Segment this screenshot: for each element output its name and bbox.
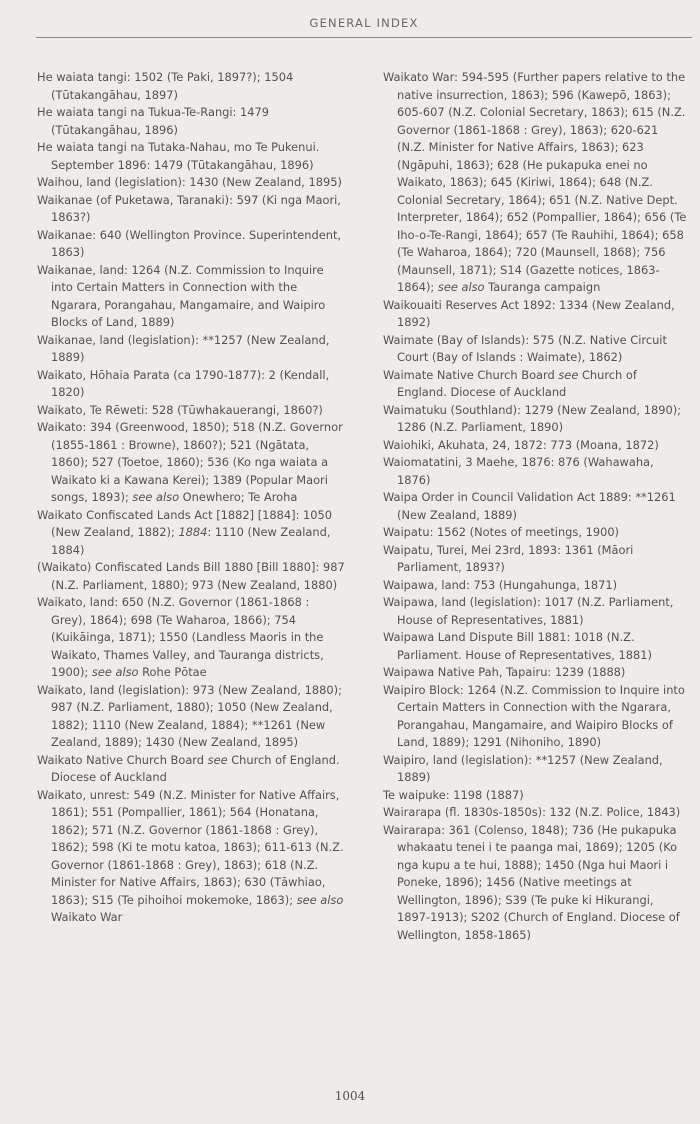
entry-text: Waipatu, Turei, Mei 23rd, 1893: 1361 (Māori Parliament, 1893?) [383,542,634,574]
cross-reference-term: see also [91,665,139,679]
index-entry [37,559,347,594]
entry-text: Waipawa, land (legislation): 1017 (N.Z. Parliament, House of Representatives, 1881) [383,595,674,627]
entry-text: Waikato Native Church Board [37,752,208,767]
cross-reference-term: see also [132,490,180,504]
entry-text: Waikato, land (legislation): 973 (New Zealand, 1880); 987 (N.Z. Parliament, 1880); 1050 (New Zealand, 1882); 1110 (New Zealand, 1884); **1261 (New Zealand, 1889); 1430 (New Zealand, 1895) [37,682,342,749]
index-entry [383,664,688,682]
entry-text: Waikato, unrest: 549 (N.Z. Minister for Native Affairs, 1861); 551 (Pompallier, 1861); 564 (Honatana, 1862); 571 (N.Z. Governor (1861-1868 : Grey), 1862); 598 (Ki te motu katoa, 1863); 611-613 (N.Z. Governor (1861-1868 : Grey), 1863); 618 (N.Z. Minister for Native Affairs, 1863); 630 (Tāwhiao, 1863); S15 (Te pihoihoi mokemoke, 1863); [37,787,344,907]
index-entry [37,139,347,174]
entry-text: Waipawa, land: 753 (Hungahunga, 1871) [383,577,618,592]
index-entry [383,682,688,752]
entry-text: (Waikato) Confiscated Lands Bill 1880 [Bill 1880]: 987 (N.Z. Parliament, 1880); 973 (New Zealand, 1880) [37,560,345,592]
entry-text: Waihou, land (legislation): 1430 (New Zealand, 1895) [37,175,342,189]
entry-text: Waipatu: 1562 (Notes of meetings, 1900) [383,525,620,539]
index-entry [37,262,347,332]
entry-text: Waikato, land: 650 (N.Z. Governor (1861-1868 : Grey), 1864); 698 (Te Waharoa, 1866); 754 (Kuikāinga, 1871); 1550 (Landless Maoris in the Waikato, Thames Valley, and Tauranga districts, 1900); [37,595,324,679]
index-entry [383,297,688,332]
index-entry [383,402,688,437]
index-entry [37,682,347,752]
entry-text: Waikato, Hōhaia Parata (ca 1790-1877): 2 (Kendall, 1820) [37,367,330,399]
index-column-right [383,69,688,944]
cross-reference-term: 1884 [178,525,208,539]
entry-text: Waipawa Native Pah, Tapairu: 1239 (1888) [383,665,626,679]
entry-text: Church of England. Diocese of Auckland [51,752,340,784]
entry-text: He waiata tangi na Tutaka-Nahau, mo Te Pukenui. September 1896: 1479 (Tūtakangāhau, 1896) [37,140,320,172]
index-entry [37,402,347,420]
entry-text: Waikato, Te Rēweti: 528 (Tūwhakauerangi, 1860?) [37,402,323,417]
entry-text: Te waipuke: 1198 (1887) [383,787,524,802]
index-entry [383,594,688,629]
entry-text: Waimate (Bay of Islands): 575 (N.Z. Native Circuit Court (Bay of Islands : Waimate), 1862) [383,332,667,364]
entry-text: Onewhero; Te Aroha [179,490,298,504]
index-entry [383,437,688,455]
entry-text: Waipawa Land Dispute Bill 1881: 1018 (N.Z. Parliament. House of Representatives, 1881) [383,630,652,662]
entry-text: Church of England. Diocese of Auckland [397,367,637,399]
index-entry [383,69,688,297]
index-entry [383,752,688,787]
entry-text: Rohe Pōtae [138,665,207,679]
entry-text: Waikouaiti Reserves Act 1892: 1334 (New Zealand, 1892) [383,297,675,329]
index-entry [37,787,347,927]
entry-text: He waiata tangi: 1502 (Te Paki, 1897?); 1504 (Tūtakangāhau, 1897) [37,70,294,102]
page-number: 1004 [334,1089,366,1103]
index-entry [37,227,347,262]
index-entry [383,489,688,524]
entry-text: : 1110 (New Zealand, 1884) [51,525,331,557]
index-entry [37,752,347,787]
index-entry [383,524,688,542]
index-entry [37,419,347,507]
index-entry [383,629,688,664]
entry-text: Waikato: 394 (Greenwood, 1850); 518 (N.Z. Governor (1855-1861 : Browne), 1860?); 521 (Ngātata, 1860); 527 (Toetoe, 1860); 536 (Ko nga waiata a Waikato ki a Kawana Kerei); 1389 (Popular Maori songs, 1893); [37,420,343,504]
entry-text: Waiomatatini, 3 Maehe, 1876: 876 (Wahawaha, 1876) [383,455,654,487]
cross-reference-term: see also [296,892,344,907]
index-entry [383,454,688,489]
entry-text: Waiohiki, Akuhata, 24, 1872: 773 (Moana, 1872) [383,437,659,452]
index-entry [37,367,347,402]
index-entry [383,804,688,822]
index-entry [383,787,688,805]
index-entry [37,192,347,227]
entry-text: Waimatuku (Southland): 1279 (New Zealand, 1890); 1286 (N.Z. Parliament, 1890) [383,402,681,434]
index-entry [383,577,688,595]
index-entry [37,332,347,367]
entry-text: Waikanae, land (legislation): **1257 (New Zealand, 1889) [37,332,330,364]
cross-reference-term: see also [437,280,485,294]
entry-text: Waikato War [51,910,123,924]
entry-text: Waipiro, land (legislation): **1257 (New Zealand, 1889) [383,752,663,784]
entry-text: Tauranga campaign [484,280,601,294]
entry-text: Waipiro Block: 1264 (N.Z. Commission to Inquire into Certain Matters in Connection with the Ngarara, Porangahau, Mangamaire, and Waipiro Blocks of Land, 1889); 1291 (Nihoniho, 1890) [383,682,685,749]
entry-text: He waiata tangi na Tukua-Te-Rangi: 1479 (Tūtakangāhau, 1896) [37,105,270,137]
entry-text: Waikanae (of Puketawa, Taranaki): 597 (Ki nga Maori, 1863?) [37,192,341,224]
header-rule [36,37,692,38]
entry-text: Waikanae, land: 1264 (N.Z. Commission to Inquire into Certain Matters in Connection with the Ngarara, Porangahau, Mangamaire, and Waipiro Blocks of Land, 1889) [37,262,326,329]
index-entry [37,174,347,192]
index-column-left [37,69,347,927]
entry-text: Waipa Order in Council Validation Act 1889: **1261 (New Zealand, 1889) [383,490,676,522]
index-entry [383,542,688,577]
cross-reference-term: see [558,367,579,382]
entry-text: Waikato War: 594-595 (Further papers relative to the native insurrection, 1863); 596 (Kawepō, 1863); 605-607 (N.Z. Colonial Secretary, 1863); 615 (N.Z. Governor (1861-1868 : Grey), 1863); 620-621 (N.Z. Minister for Native Affairs, 1863); 623 (Ngāpuhi, 1863); 628 (He pukapuka enei no Waikato, 1863); 645 (Kiriwi, 1864); 648 (N.Z. Colonial Secretary, 1864); 651 (N.Z. Native Dept. Interpreter, 1864); 652 (Pompallier, 1864); 656 (Te Iho-o-Te-Rangi, 1864); 657 (Te Rauhihi, 1864); 658 (Te Waharoa, 1864); 720 (Maunsell, 1868); 756 (Maunsell, 1871); S14 (Gazette notices, 1863-1864); [383,70,687,294]
running-header: GENERAL INDEX [309,16,419,30]
index-entry [37,69,347,104]
index-entry [383,367,688,402]
entry-text: Wairarapa: 361 (Colenso, 1848); 736 (He pukapuka whakaatu tenei i te paanga mai, 1869); 1205 (Ko nga kupu a te hui, 1888); 1450 (Nga hui Maori i Poneke, 1896); 1456 (Native meetings at Wellington, 1896); S39 (Te puke ki Hikurangi, 1897-1913); S202 (Church of England. Diocese of Wellington, 1858-1865) [383,822,680,942]
index-entry [383,822,688,945]
entry-text: Waimate Native Church Board [383,367,559,382]
index-entry [37,507,347,560]
cross-reference-term: see [207,752,228,767]
entry-text: Waikanae: 640 (Wellington Province. Superintendent, 1863) [37,227,342,259]
entry-text: Wairarapa (fl. 1830s-1850s): 132 (N.Z. Police, 1843) [383,805,681,819]
index-entry [37,594,347,682]
index-entry [37,104,347,139]
entry-text: Waikato Confiscated Lands Act [1882] [1884]: 1050 (New Zealand, 1882); [37,507,333,539]
index-entry [383,332,688,367]
